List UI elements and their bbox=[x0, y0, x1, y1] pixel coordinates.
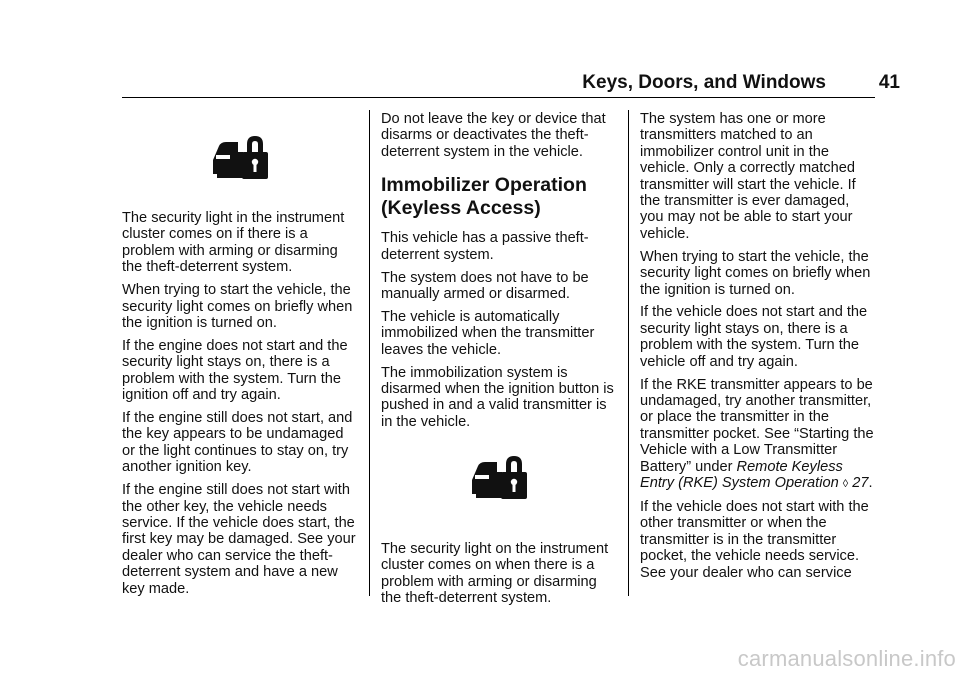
column-divider-2 bbox=[628, 110, 629, 596]
rke-page-ref[interactable]: 27 bbox=[852, 475, 869, 492]
rke-link[interactable]: Remote Keyless Entry (RKE) System Operation bbox=[640, 458, 843, 492]
section-title: Immobilizer Operation (Keyless Access) bbox=[381, 174, 587, 220]
security-lock-icon bbox=[209, 132, 269, 182]
col2-para-3: The vehicle is automatically immobilized when the transmitter leaves the vehicle. bbox=[381, 308, 595, 358]
security-lock-icon bbox=[468, 452, 528, 502]
page-ref-icon: ◊ bbox=[842, 478, 849, 491]
col2-after-icon: The security light on the instrument cluster comes on when there is a problem with arming or disarming the theft-deterrent system. bbox=[381, 540, 609, 606]
header-title: Keys, Doors, and Windows bbox=[582, 72, 826, 93]
header-rule bbox=[122, 97, 875, 98]
col3-para-1: The system has one or more transmitters matched to an immobilizer control unit in the vehicle. Only a correctly matched transmitter will start the vehicle. If the transmitter is ever damaged, you may not be able to start your vehicle. bbox=[640, 111, 856, 242]
page-number: 41 bbox=[878, 72, 900, 93]
column-1 bbox=[122, 210, 358, 603]
rke-text: If the RKE transmitter appears to be undamaged, try another transmitter, or place the transmitter in the transmitter pocket. See “Starting the Vehicle with a Low Transmitter Battery” under bbox=[640, 376, 874, 475]
col1-para-5: If the engine still does not start with the other key, the vehicle needs service. If the vehicle does start, the first key may be damaged. See your dealer who can service the theft-deterrent system and have a new key made. bbox=[122, 482, 356, 597]
col3-para-3: If the vehicle does not start and the security light stays on, there is a problem with the system. Turn the vehicle off and try again. bbox=[640, 304, 868, 370]
col1-para-2: When trying to start the vehicle, the security light comes on briefly when the ignition is turned on. bbox=[122, 282, 353, 331]
col1-para-1: The security light in the instrument cluster comes on if there is a problem with arming or disarming the theft-deterrent system. bbox=[122, 210, 345, 276]
page-header bbox=[0, 72, 900, 98]
col2-para-4: The immobilization system is disarmed when the ignition button is pushed in and a valid transmitter is in the vehicle. bbox=[381, 364, 614, 430]
col1-para-4: If the engine still does not start, and the key appears to be undamaged or the light continues to stay on, try another ignition key. bbox=[122, 409, 353, 476]
col3-rke-para bbox=[640, 377, 876, 493]
column-divider-1 bbox=[369, 110, 370, 596]
column-2 bbox=[381, 111, 617, 613]
col2-para-1: This vehicle has a passive theft-deterrent system. bbox=[381, 230, 589, 263]
col2-para-2: The system does not have to be manually armed or disarmed. bbox=[381, 269, 589, 302]
watermark: carmanualsonline.info bbox=[737, 646, 956, 671]
rke-end: . bbox=[868, 475, 873, 492]
col2-intro: Do not leave the key or device that disarms or deactivates the theft-deterrent system in the vehicle. bbox=[381, 111, 606, 160]
col3-last-para: If the vehicle does not start with the other transmitter or when the transmitter is in the transmitter pocket, the vehicle needs service. See your dealer who can service bbox=[640, 498, 869, 581]
col3-para-2: When trying to start the vehicle, the security light comes on briefly when the ignition is turned on. bbox=[640, 248, 871, 298]
col1-para-3: If the engine does not start and the security light stays on, there is a problem with the system. Turn the ignition off and try again. bbox=[122, 337, 348, 404]
column-3 bbox=[640, 111, 876, 587]
